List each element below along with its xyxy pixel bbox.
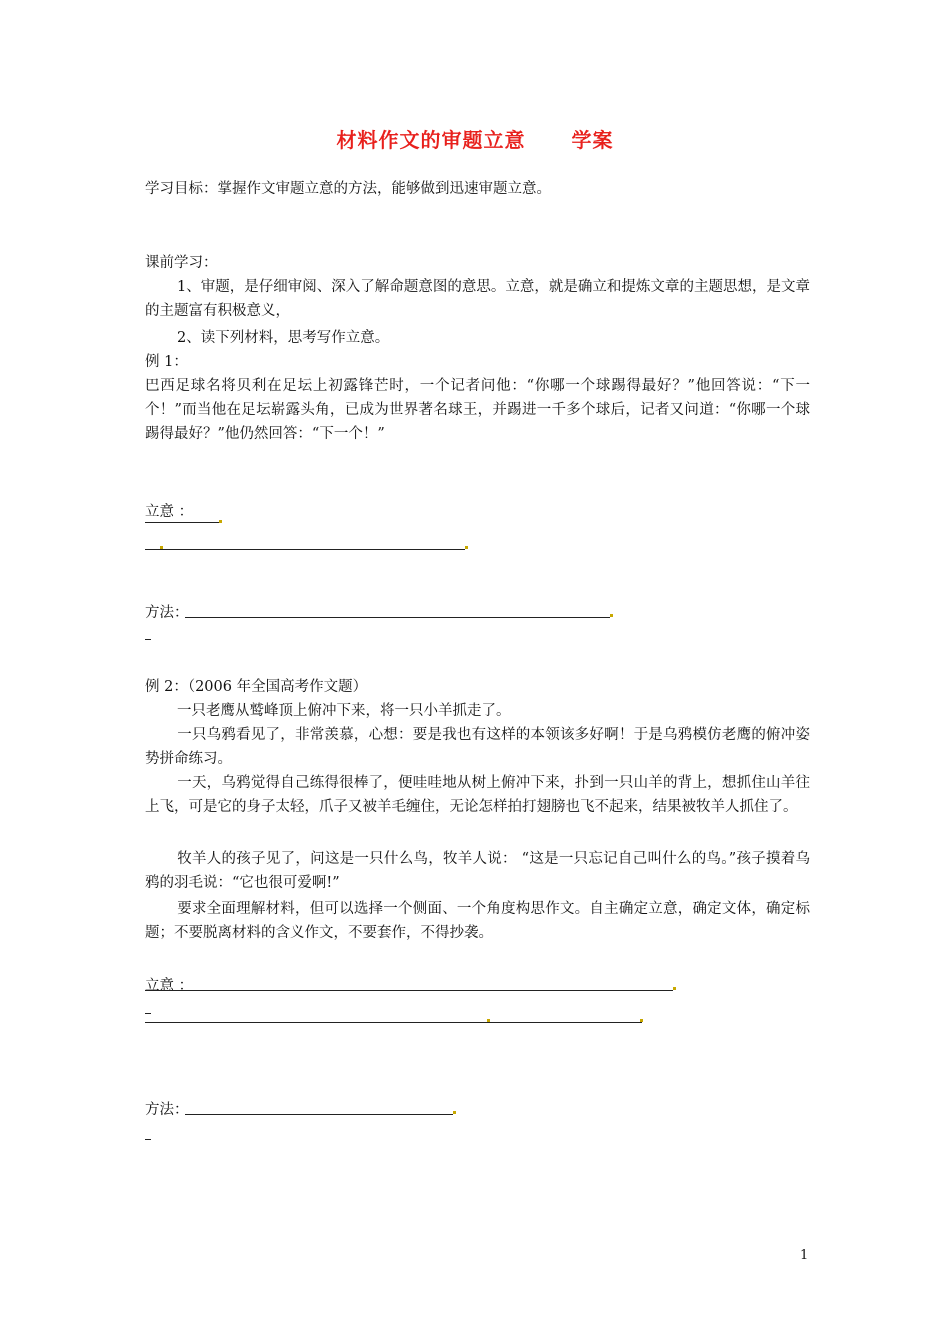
mark-dot	[610, 614, 613, 617]
mark-dot	[465, 546, 468, 549]
pre-study-item-2: 2、读下列材料，思考写作立意。	[177, 330, 390, 346]
learning-goal: 学习目标：掌握作文审题立意的方法，能够做到迅速审题立意。	[145, 181, 551, 197]
example-2-label: 例 2：（2006 年全国高考作文题）	[145, 679, 368, 695]
example-2-method-answer-line[interactable]	[185, 1114, 453, 1115]
example-1-text: 巴西足球名将贝利在足坛上初露锋芒时，一个记者问他：“你哪一个球踢得最好？”他回答说：“下一个！”而当他在足坛崭露头角，已成为世界著名球王，并踢进一千多个球后，记者又问道：“你哪一个球踢得最好？”他仍然回答：“下一个！”	[145, 378, 810, 442]
example-2-para-4	[145, 847, 810, 895]
example-2-para-1	[145, 699, 810, 723]
example-2-para-4-text: 牧羊人的孩子见了，问这是一只什么鸟，牧羊人说： “这是一只忘记自己叫什么的鸟。”孩子摸着乌鸦的羽毛说：“它也很可爱啊!”	[145, 851, 810, 891]
example-1-method-answer-line[interactable]	[185, 617, 610, 618]
pre-study-heading: 课前学习：	[145, 255, 218, 271]
mark-dot	[640, 1019, 643, 1022]
example-1-method-label: 方法：	[145, 605, 189, 621]
pre-study-item-1	[145, 275, 810, 323]
mark-dot	[673, 987, 676, 990]
example-2-liyi-answer-line[interactable]	[145, 990, 673, 991]
page-title	[0, 124, 950, 153]
page-number: 1	[800, 1248, 809, 1263]
example-2-method-label: 方法：	[145, 1102, 189, 1118]
example-2-para-1-text: 一只老鹰从鹫峰顶上俯冲下来，将一只小羊抓走了。	[177, 703, 511, 719]
title-main: 材料作文的审题立意	[336, 128, 526, 152]
mark-dot	[487, 1019, 490, 1022]
example-1-liyi-answer-line[interactable]	[145, 549, 465, 550]
title-sub: 学案	[571, 128, 614, 152]
example-2-para-3-text: 一天，乌鸦觉得自己练得很棒了，便哇哇地从树上俯冲下来，扑到一只山羊的背上，想抓住山羊往上飞，可是它的身子太轻，爪子又被羊毛缠住，无论怎样拍打翅膀也飞不起来，结果被牧羊人抓住了。	[145, 775, 810, 815]
example-2-para-2	[145, 723, 810, 771]
mark-dot	[219, 520, 222, 523]
blank-dash	[145, 1013, 151, 1014]
example-2-para-2-text: 一只乌鸦看见了，非常羡慕，心想：要是我也有这样的本领该多好啊！于是乌鸦模仿老鹰的俯冲姿势拼命练习。	[145, 727, 810, 767]
example-2-para-5-text: 要求全面理解材料，但可以选择一个侧面、一个角度构思作文。自主确定立意，确定文体，确定标题；不要脱离材料的含义作文，不要套作，不得抄袭。	[145, 901, 810, 941]
pre-study-item-1-text: 1、审题，是仔细审阅、深入了解命题意图的意思。立意，就是确立和提炼文章的主题思想，是文章的主题富有积极意义，	[145, 279, 810, 319]
example-1-label: 例 1：	[145, 354, 188, 370]
mark-dot	[453, 1111, 456, 1114]
example-2-para-5	[145, 897, 810, 945]
blank-dash	[145, 639, 151, 640]
example-2-liyi-answer-line-2[interactable]	[145, 1022, 642, 1023]
example-1-liyi-underline	[145, 522, 219, 523]
example-1-liyi-label: 立意 ：	[145, 504, 194, 520]
mark-dot	[160, 546, 163, 549]
blank-dash	[145, 1139, 151, 1140]
example-2-para-3	[145, 771, 810, 819]
example-2-liyi-label: 立意 ：	[145, 978, 194, 994]
